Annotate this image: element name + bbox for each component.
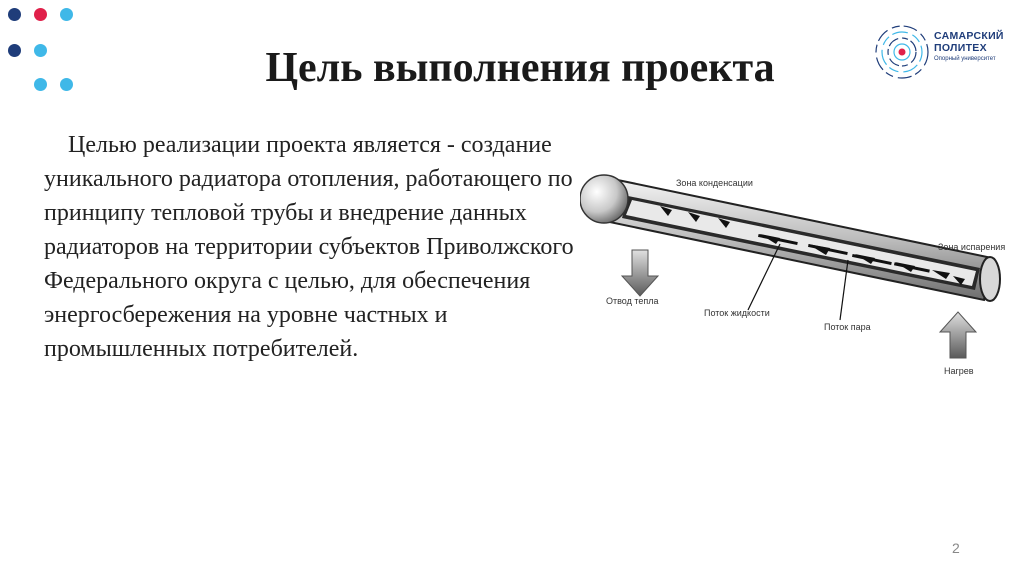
logo-line-1: САМАРСКИЙ: [934, 30, 1004, 42]
label-evaporation-zone: Зона испарения: [938, 242, 1006, 252]
dot-cyan: [34, 78, 47, 91]
dot-cyan: [60, 78, 73, 91]
page-number: 2: [952, 540, 960, 556]
label-heat-removal: Отвод тепла: [606, 296, 659, 306]
logo-emblem-icon: [872, 22, 932, 82]
slide-body-text: Целью реализации проекта является - создание уникального радиатора отопления, работающего по принципу тепловой трубы и внедрение данных радиаторов на территории субъектов Приволжского Федерального округа с целью, для обеспечения энергосбережения на уровне частных и промышленных потребителей.: [44, 132, 574, 362]
dot-cyan: [34, 44, 47, 57]
dot-navy: [8, 44, 21, 57]
heating-arrow: [940, 312, 976, 358]
university-logo: [872, 18, 1022, 88]
slide-title: Цель выполнения проекта: [265, 45, 775, 91]
label-condensation-zone: Зона конденсации: [676, 178, 753, 188]
dot-navy: [8, 8, 21, 21]
logo-line-3: Опорный университет: [934, 56, 996, 62]
heat-removal-arrow: [622, 250, 658, 296]
dot-red: [34, 8, 47, 21]
label-liquid-flow: Поток жидкости: [704, 308, 770, 318]
label-heating: Нагрев: [944, 366, 974, 376]
label-vapor-flow: Поток пара: [824, 322, 871, 332]
logo-line-2: ПОЛИТЕХ: [934, 42, 987, 54]
dot-cyan: [60, 8, 73, 21]
decorative-dots: [8, 8, 98, 98]
heat-pipe-diagram: [580, 160, 1024, 390]
